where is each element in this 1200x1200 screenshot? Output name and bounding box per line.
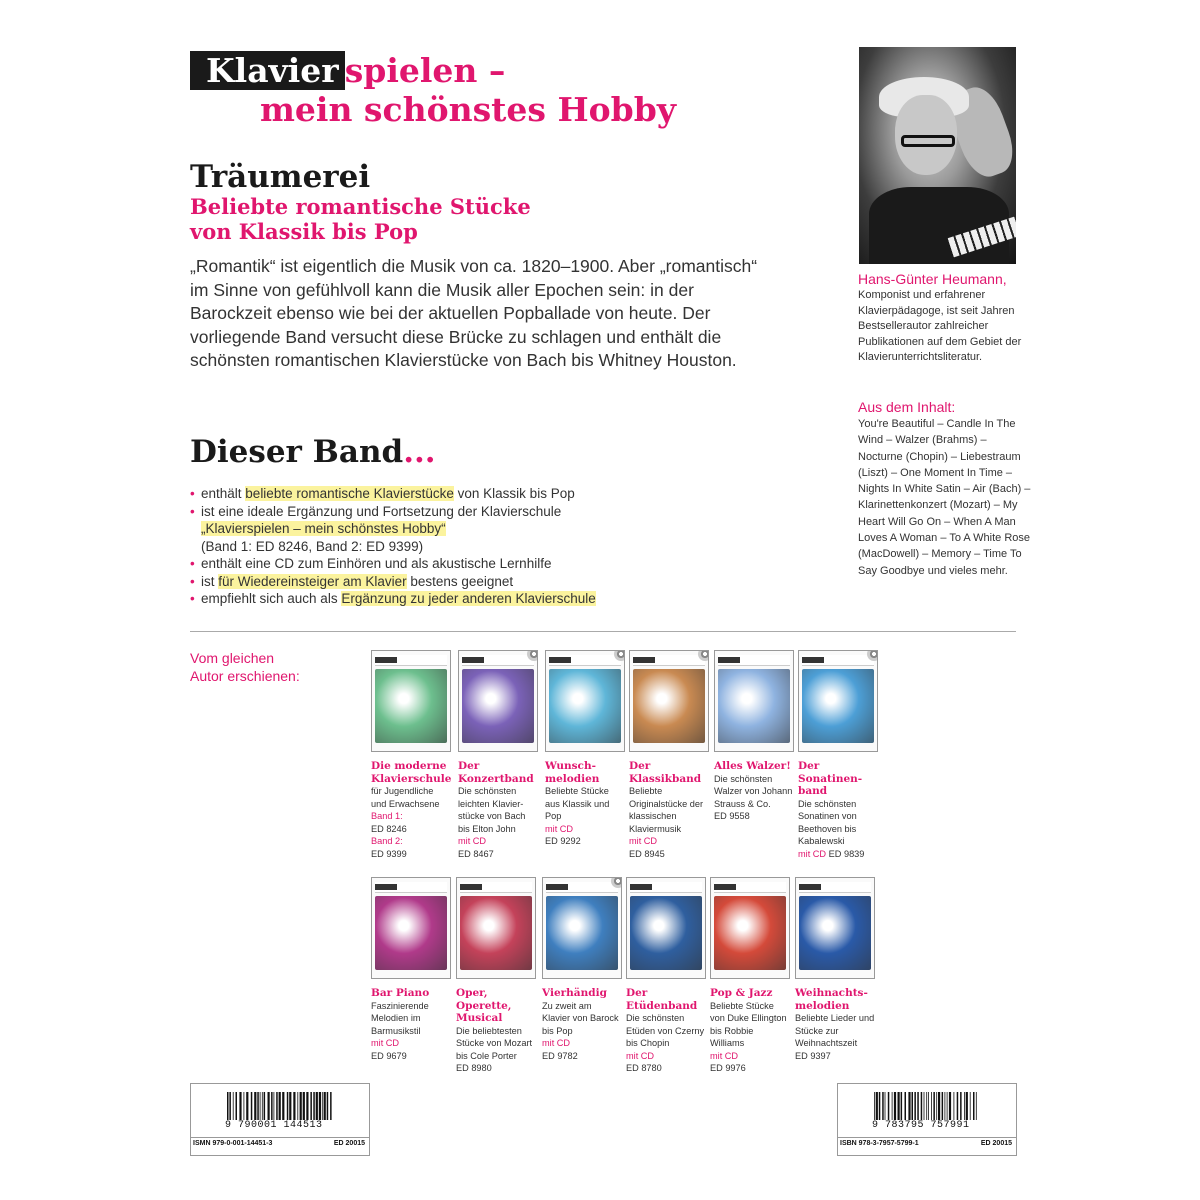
feature-text: bestens geeignet (406, 573, 514, 589)
barcode-number: 9 783795 757991 (872, 1120, 970, 1131)
barcode-bars (874, 1092, 980, 1120)
feature-text: empfiehlt sich auch als (201, 591, 342, 606)
same-author-line1: Vom gleichen (190, 650, 275, 666)
book-card-desc: Die beliebtesten Stücke von Mozart bis Cole Porter ED 8980 (456, 1025, 533, 1074)
book-cover (795, 877, 875, 979)
book-card-title: Die moderne Klavierschule (371, 760, 452, 785)
book-card-title: Wunsch-melodien (545, 760, 600, 785)
feature-highlight: Ergänzung zu jeder anderen Klavierschule (341, 591, 596, 606)
book-card[interactable] (798, 650, 878, 860)
cd-icon (698, 650, 709, 661)
author-photo (859, 47, 1016, 264)
book-card-title: Vierhändig (542, 987, 607, 999)
feature-text: enthält (201, 486, 246, 501)
cd-icon (527, 650, 538, 661)
feature-text: ist (201, 573, 219, 589)
book-card[interactable] (458, 650, 538, 861)
series-word-spielen: spielen – (344, 51, 506, 90)
author-description: Komponist und erfahrener Klavierpädagoge, ist seit Jahren Bestsellerautor zahlreicher Publikationen auf dem Gebiet der Klavierunterrichtsliteratur. (858, 289, 1022, 363)
book-card-title: Pop & Jazz (710, 987, 773, 999)
feature-highlight: beliebte romantische Klavierstücke (245, 486, 454, 501)
feature-item (190, 555, 790, 573)
isbn-label: ISBN 978-3-7957-5799-1 (840, 1140, 919, 1147)
section-divider (190, 631, 1016, 632)
book-subtitle-line1: Beliebte romantische Stücke (190, 194, 531, 219)
cd-icon (611, 877, 622, 888)
edition-label: ED 20015 (980, 1140, 1012, 1147)
same-author-line2: Autor erschienen: (190, 668, 300, 684)
bullet-icon: • (190, 556, 195, 571)
cd-icon (614, 650, 625, 661)
bullet-icon: • (190, 591, 195, 606)
book-card-title: Alles Walzer! (714, 760, 791, 772)
feature-item (190, 503, 790, 556)
feature-item (190, 590, 790, 608)
feature-highlight: „Klavierspielen – mein schönstes Hobby“ (201, 521, 446, 536)
book-card-desc: Die schönsten leichten Klavier-stücke von Bach bis Elton John mit CD ED 8467 (458, 786, 526, 859)
book-cover (371, 650, 451, 752)
book-cover (714, 650, 794, 752)
book-cover (458, 650, 538, 752)
book-cover (629, 650, 709, 752)
book-cover (626, 877, 706, 979)
series-header (190, 52, 790, 130)
feature-highlight: für Wiedereinsteiger am Klavier (218, 573, 407, 589)
band-heading (190, 432, 436, 472)
series-title-line2: mein schönstes Hobby (260, 90, 676, 129)
feature-list (190, 485, 790, 608)
book-subtitle-line2: von Klassik bis Pop (190, 219, 418, 244)
cd-icon (867, 650, 878, 661)
feature-item (190, 485, 790, 503)
book-card-title: Bar Piano (371, 987, 430, 999)
feature-text: von Klassik bis Pop (453, 486, 575, 501)
book-card-desc: Die schönsten Walzer von Johann Strauss & Co. ED 9558 (714, 773, 793, 822)
book-card[interactable] (371, 650, 451, 861)
book-cover (371, 877, 451, 979)
band-heading-dots: ... (403, 434, 436, 470)
book-cover (798, 650, 878, 752)
book-card-desc: für Jugendliche und Erwachsene Band 1: ED 8246 Band 2: ED 9399 (371, 786, 440, 859)
author-name: Hans-Günter Heumann, (858, 271, 1007, 287)
book-card-title: Oper, Operette, Musical (456, 987, 512, 1024)
contents-block (858, 398, 1033, 579)
author-block (858, 271, 1028, 366)
feature-text: (Band 1: ED 8246, Band 2: ED 9399) (201, 538, 424, 554)
book-card-desc: Zu zweit am Klavier von Barock bis Pop mit CD ED 9782 (542, 1000, 619, 1061)
book-card[interactable] (545, 650, 625, 848)
book-card-desc: Beliebte Lieder und Stücke zur Weihnachtszeit ED 9397 (795, 1013, 875, 1061)
intro-paragraph: „Romantik“ ist eigentlich die Musik von ca. 1820–1900. Aber „romantisch“ im Sinne von gefühlvoll kann die Musik aller Epochen sein: in der Barockzeit ebenso wie bei der aktuellen Popballade von heute. Der vorliegende Band versucht diese Brücke zu schlagen und enthält die schönsten romantischen Klavierstücke von Bach bis Whitney Houston. (190, 256, 758, 370)
book-card[interactable] (456, 877, 536, 1075)
book-card[interactable] (710, 877, 790, 1075)
barcode-number: 9 790001 144513 (225, 1120, 323, 1131)
book-card-title: Der Klassikband (629, 760, 702, 785)
book-cover (545, 650, 625, 752)
contents-heading: Aus dem Inhalt: (858, 399, 956, 415)
bullet-icon: • (190, 503, 195, 519)
same-author-heading (190, 649, 300, 685)
series-word-klavier: Klavier (190, 51, 345, 90)
feature-text: enthält eine CD zum Einhören und als akustische Lernhilfe (201, 556, 552, 571)
barcode-ismn (190, 1083, 370, 1156)
book-cover (456, 877, 536, 979)
book-card[interactable] (629, 650, 709, 861)
book-card-title: Weihnachts-melodien (795, 987, 868, 1012)
book-title: Träumerei (190, 159, 371, 195)
book-card-desc: Die schönsten Etüden von Czerny bis Chopin mit CD ED 8780 (626, 1013, 705, 1074)
barcode-bars (227, 1092, 333, 1120)
book-card[interactable] (714, 650, 794, 823)
book-cover (542, 877, 622, 979)
book-card[interactable] (542, 877, 622, 1062)
book-card-title: Der Sonatinen-band (798, 760, 863, 797)
book-card-desc: Beliebte Originalstücke der klassischen Klaviermusik mit CD ED 8945 (629, 786, 704, 859)
feature-item (190, 573, 790, 591)
book-card-desc: Beliebte Stücke aus Klassik und Pop mit CD ED 9292 (545, 786, 610, 847)
feature-text: ist eine ideale Ergänzung und Fortsetzung der Klavierschule (201, 503, 562, 519)
bullet-icon: • (190, 573, 195, 589)
book-card-desc: Die schönsten Sonatinen von Beethoven bis Kabalewski mit CD ED 9839 (798, 798, 865, 859)
series-title-line1 (190, 52, 790, 90)
book-card-title: Der Etüdenband (626, 987, 698, 1012)
ismn-label: ISMN 979-0-001-14451-3 (193, 1140, 273, 1147)
book-card-desc: Beliebte Stücke von Duke Ellington bis Robbie Williams mit CD ED 9976 (710, 1000, 787, 1074)
band-heading-text: Dieser Band (190, 434, 404, 470)
contents-text: You're Beautiful – Candle In The Wind – Walzer (Brahms) – Nocturne (Chopin) – Liebestraum (Liszt) – One Moment In Time – Nights In White Satin – Air (Bach) – Klarinettenkonzert (Mozart) – My Heart Will Go On – When A Man Loves A Woman – To A White Rose (MacDowell) – Memory – Time To Say Goodbye und vieles mehr. (858, 418, 1031, 577)
barcode-isbn (837, 1083, 1017, 1156)
book-card-desc: Faszinierende Melodien im Barmusikstil mit CD ED 9679 (371, 1000, 429, 1061)
book-card[interactable] (795, 877, 875, 1062)
book-card[interactable] (626, 877, 706, 1075)
book-card[interactable] (371, 877, 451, 1062)
edition-label: ED 20015 (333, 1140, 365, 1147)
book-cover (710, 877, 790, 979)
book-title-block (190, 160, 790, 244)
book-card-title: Der Konzertband (458, 760, 534, 785)
bullet-icon: • (190, 486, 195, 501)
